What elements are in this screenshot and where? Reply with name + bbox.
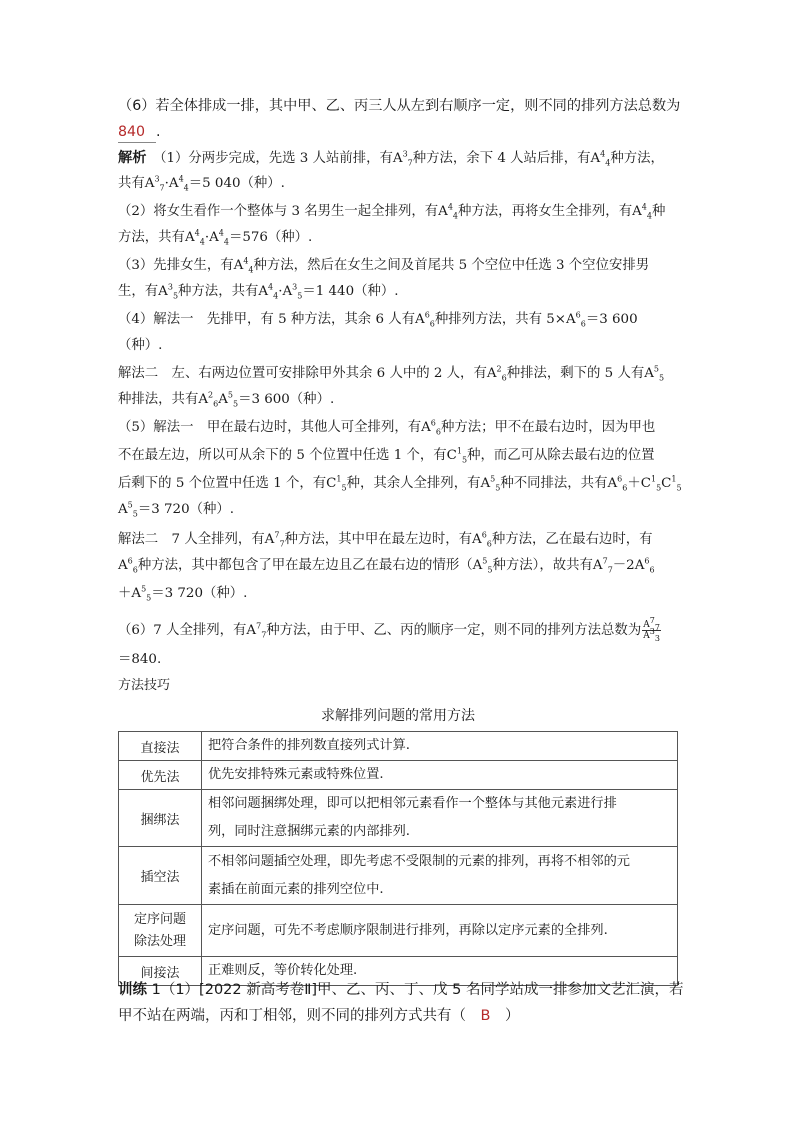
- solution-2-line1: （2）将女生看作一个整体与 3 名男生一起全排列，有$A^4_4$种方法，再将女生全排列，有$A^4_4$种: [118, 202, 666, 221]
- table-row: 捆绑法 相邻问题捆绑处理，即可以把相邻元素看作一个整体与其他元素进行排 列，同时注意捆绑元素的内部排列.: [119, 790, 678, 847]
- methods-table: [118, 731, 678, 986]
- solution-6-line1: （6）7 人全排列，有$A^7_7$种方法，由于甲、乙、丙的顺序一定，则不同的排列方法总数为 $\frac{A^7_7}{A^3_3}$: [118, 616, 660, 643]
- training-line1: 训练 1（1）[2022 新高考卷Ⅱ]甲、乙、丙、丁、戊 5 名同学站成一排参加文艺汇演，若: [118, 982, 684, 998]
- solution-5-line3: 后剩下的 5 个位置中任选 1 个，有$C^1_5$种，其余人全排列，有$A^5_5$种不同排法，共有$A^6_6+C^1_5C^1_5$: [118, 474, 682, 493]
- table-row: 优先法 优先安排特殊元素或特殊位置.: [119, 761, 678, 790]
- question-6-answer-line: 840 .: [118, 122, 161, 143]
- training-answer: B: [480, 1008, 491, 1024]
- training-line2: 甲不站在两端，丙和丁相邻，则不同的排列方式共有（ B ）: [118, 1008, 520, 1024]
- solution-1-line2: 共有$A^3_7\cdot A^4_4=5$ 040（种）.: [118, 174, 285, 193]
- solution-4-line2: （种）.: [118, 338, 163, 353]
- solution-5-line2: 不在最左边，所以可从余下的 5 个位置中任选 1 个，有$C^1_5$种，而乙可从除去最右边的位置: [118, 446, 655, 465]
- solution-5-line1: （5）解法一 甲在最右边时，其他人可全排列，有$A^6_6$种方法；甲不在最右边时，因为甲也: [118, 418, 656, 437]
- table-row: 直接法 把符合条件的排列数直接列式计算.: [119, 732, 678, 761]
- solution-3-line1: （3）先排女生，有$A^4_4$种方法，然后在女生之间及首尾共 5 个空位中任选 3 个空位安排男: [118, 256, 650, 275]
- fraction: $\frac{A^7_7}{A^3_3}$: [643, 616, 660, 643]
- solution-2-line2: 方法，共有$A^4_4\cdot A^4_4=576$（种）.: [118, 228, 313, 247]
- question-6: （6）若全体排成一排，其中甲、乙、丙三人从左到右顺序一定，则不同的排列方法总数为: [118, 98, 681, 114]
- answer-blank: 840: [118, 122, 156, 143]
- solution-5-line6: $A^6_6$种方法，其中都包含了甲在最左边且乙在最右边的情形（$A^5_5$种方法），故共有$A^7_7-2A^6_6$: [118, 556, 655, 575]
- solution-3-line2: 生，有$A^3_5$种方法，共有$A^4_4\cdot A^3_5=1$ 440（种）.: [118, 282, 399, 301]
- solution-5-line7: $+A^5_5=3$ 720（种）.: [118, 584, 248, 603]
- training-label: 训练: [118, 982, 147, 998]
- table-row: 定序问题 除法处理 定序问题，可先不考虑顺序限制进行排列，再除以定序元素的全排列.: [119, 905, 678, 957]
- table-row: 间接法 正难则反，等价转化处理.: [119, 957, 678, 986]
- solution-1-line1: 解析 （1）分两步完成，先选 3 人站前排，有$A^3_7$种方法，余下 4 人站后排，有$A^4_4$种方法，: [118, 149, 664, 168]
- solution-6-line2: ＝840.: [118, 652, 162, 667]
- solution-4-line4: 种排法，共有$A^2_6A^5_5=3$ 600（种）.: [118, 390, 335, 409]
- solution-5-line4: $A^5_5=3$ 720（种）.: [118, 500, 235, 519]
- table-row: 插空法 不相邻问题插空处理，即先考虑不受限制的元素的排列，再将不相邻的元 素插在前面元素的排列空位中.: [119, 847, 678, 905]
- solution-4-line1: （4）解法一 先排甲，有 5 种方法，其余 6 人有$A^6_6$种排列方法，共有 $5\times A^6_6=3$ 600: [118, 310, 638, 329]
- tips-label: 方法技巧: [118, 678, 171, 693]
- table-title: 求解排列问题的常用方法: [321, 708, 475, 724]
- solution-5-line5: 解法二 7 人全排列，有$A^7_7$种方法，其中甲在最左边时，有$A^6_6$种方法，乙在最右边时，有: [118, 530, 653, 549]
- solution-4-line3: 解法二 左、右两边位置可安排除甲外其余 6 人中的 2 人，有$A^2_6$种排法，剩下的 5 人有$A^5_5$: [118, 364, 665, 383]
- solution-label: 解析: [118, 150, 147, 166]
